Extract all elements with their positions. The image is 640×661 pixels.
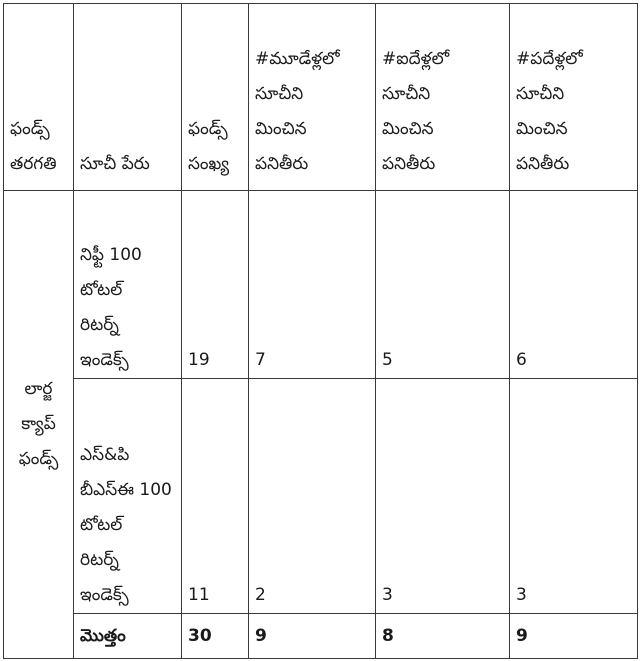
index-name-text: నిఫ్టీ 100 — [80, 245, 142, 265]
index-name-text: ఇండెక్స్ — [80, 585, 129, 605]
index-name-cell — [74, 191, 182, 379]
header-text: సూచీని — [382, 84, 431, 104]
header-text: సంఖ్య — [188, 154, 229, 174]
header-text: ఫండ్స్ — [188, 119, 228, 139]
total-row — [4, 614, 638, 659]
header-fund-count — [182, 4, 249, 191]
header-outperf-10y — [510, 4, 638, 191]
header-text: సూచీని — [516, 84, 565, 104]
total-label-cell: మొత్తం — [74, 614, 182, 659]
category-text: క్యాప్ — [21, 414, 56, 434]
index-name-text: ఇండెక్స్ — [80, 350, 129, 370]
header-text: పనితీరు — [382, 154, 436, 174]
index-name-text: బీఎస్ఈ 100 — [80, 480, 172, 500]
index-name-cell — [74, 379, 182, 614]
category-text: ఫండ్స్ — [18, 449, 59, 469]
header-text: #ఐదేళ్లలో — [382, 49, 450, 69]
outperf-10y-cell: 3 — [510, 379, 638, 614]
table-row — [4, 191, 638, 379]
fund-count-cell: 19 — [182, 191, 249, 379]
total-outperf-3y-cell: 9 — [249, 614, 376, 659]
header-text: సూచీ పేరు — [80, 154, 150, 174]
header-text: #పదేళ్లలో — [516, 49, 583, 69]
header-text: ఫండ్స్ — [10, 119, 50, 139]
header-outperf-3y — [249, 4, 376, 191]
outperf-5y-cell: 3 — [376, 379, 510, 614]
total-outperf-10y-cell: 9 — [510, 614, 638, 659]
header-text: మించిన — [516, 119, 568, 139]
header-index-name — [74, 4, 182, 191]
outperf-3y-cell: 2 — [249, 379, 376, 614]
header-text: తరగతి — [10, 154, 57, 174]
index-name-text: రిటర్న్ — [80, 550, 119, 570]
outperf-5y-cell: 5 — [376, 191, 510, 379]
header-text: పనితీరు — [255, 154, 309, 174]
outperf-3y-cell: 7 — [249, 191, 376, 379]
total-fund-count-cell: 30 — [182, 614, 249, 659]
category-text: లార్జ — [24, 379, 53, 399]
header-text: మించిన — [382, 119, 434, 139]
fund-count-cell: 11 — [182, 379, 249, 614]
header-text: పనితీరు — [516, 154, 570, 174]
header-text: మించిన — [255, 119, 307, 139]
table-row — [4, 379, 638, 614]
fund-performance-table — [3, 3, 638, 659]
header-row — [4, 4, 638, 191]
index-name-text: ఎస్&పి — [80, 445, 130, 465]
index-name-text: టోటల్ — [80, 280, 123, 300]
index-name-text: టోటల్ — [80, 515, 123, 535]
header-text: #మూడేళ్లలో — [255, 49, 340, 69]
outperf-10y-cell: 6 — [510, 191, 638, 379]
header-outperf-5y — [376, 4, 510, 191]
header-text: సూచీని — [255, 84, 304, 104]
fund-category-cell — [4, 191, 74, 659]
total-outperf-5y-cell: 8 — [376, 614, 510, 659]
header-fund-category — [4, 4, 74, 191]
index-name-text: రిటర్న్ — [80, 315, 119, 335]
